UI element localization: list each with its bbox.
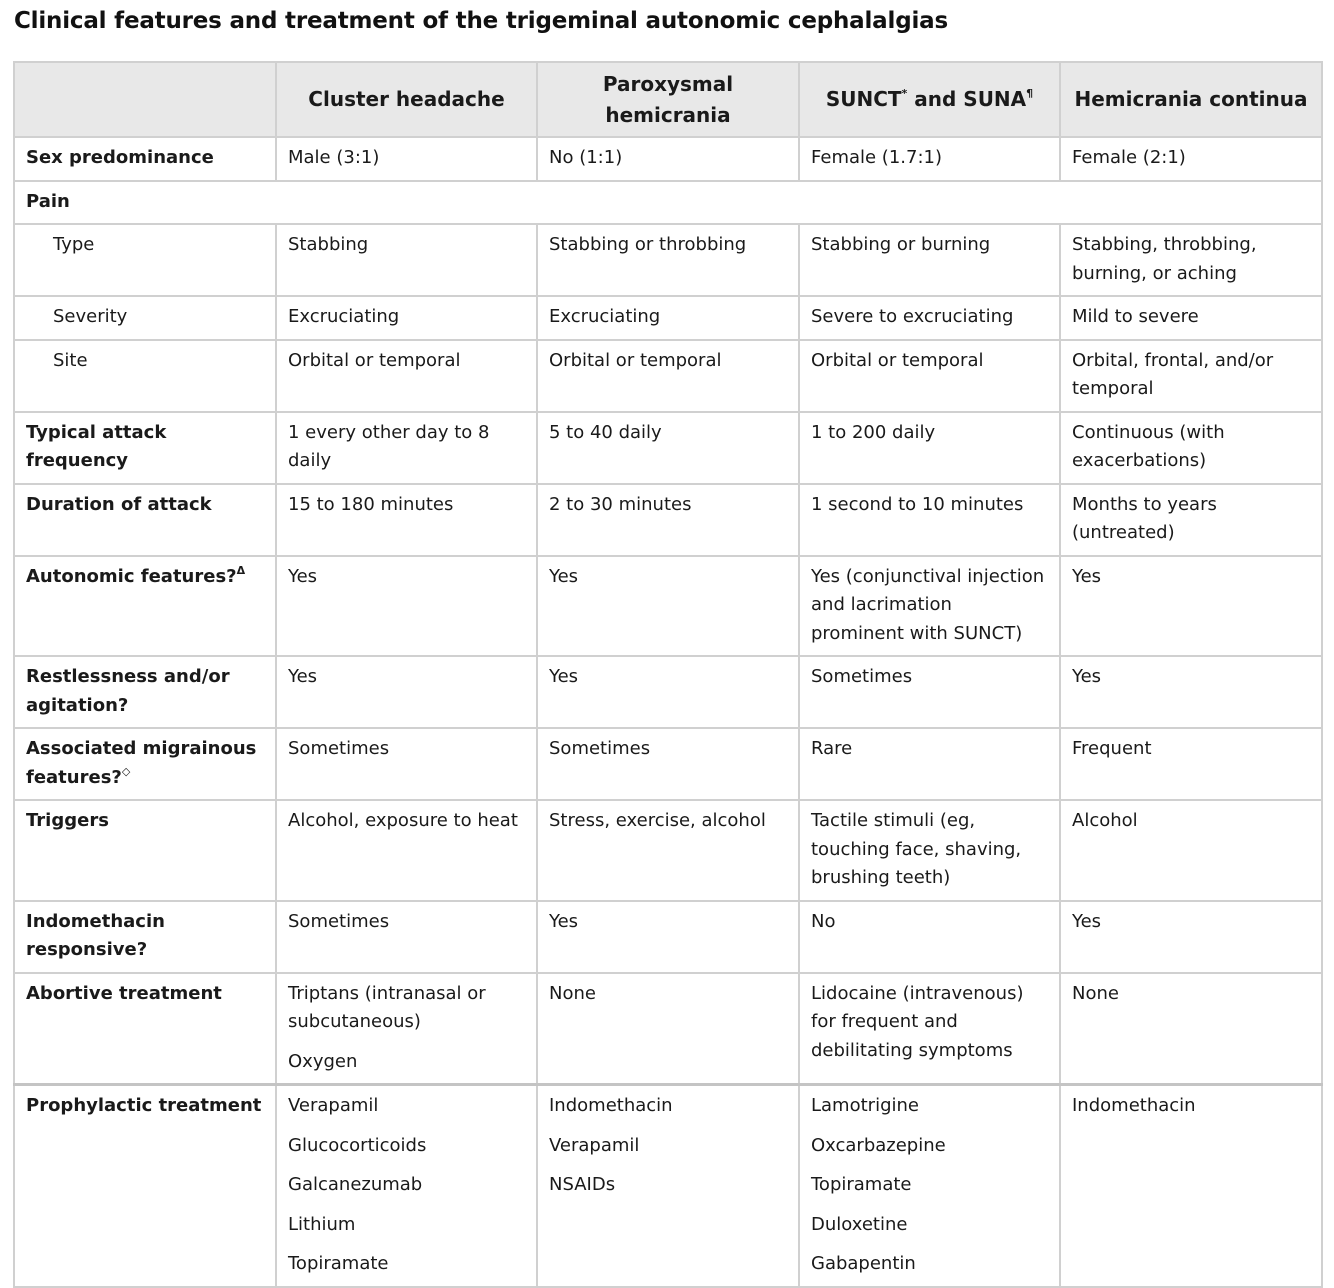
header-corner-cell [14, 62, 276, 137]
table-cell: Rare [799, 728, 1060, 800]
treatment-item: Oxcarbazepine [811, 1134, 946, 1156]
column-header-paroxysmal-hemicrania: Paroxysmal hemicrania [537, 62, 799, 137]
table-cell [1060, 1085, 1322, 1287]
row-label-text: Autonomic features? [26, 565, 237, 587]
treatment-item: Indomethacin [1072, 1095, 1196, 1116]
treatment-item: None [549, 982, 596, 1004]
table-cell: 1 every other day to 8 daily [276, 412, 537, 484]
table-row-triggers [14, 800, 1322, 901]
table-cell: Alcohol [1060, 800, 1322, 901]
table-cell [799, 973, 1060, 1085]
table-cell: Yes [276, 556, 537, 657]
table-cell: Yes [276, 656, 537, 728]
column-header-hemicrania-continua: Hemicrania continua [1060, 62, 1322, 137]
treatment-item: None [1072, 982, 1119, 1004]
row-label: Type [14, 224, 276, 296]
table-cell: Male (3:1) [276, 137, 537, 181]
table-cell: Severe to excruciating [799, 296, 1060, 340]
treatment-item: Galcanezumab [288, 1174, 423, 1195]
table-cell: Yes [1060, 901, 1322, 973]
table-cell: Female (1.7:1) [799, 137, 1060, 181]
table-cell: Months to years (untreated) [1060, 484, 1322, 556]
treatment-item: Oxygen [288, 1050, 358, 1072]
table-cell: Stabbing or burning [799, 224, 1060, 296]
row-label: Site [14, 340, 276, 412]
treatment-item: Topiramate [811, 1174, 912, 1195]
table-cell: Mild to severe [1060, 296, 1322, 340]
treatment-item: NSAIDs [549, 1174, 616, 1195]
table-cell [537, 973, 799, 1085]
table-cell: Tactile stimuli (eg, touching face, shaving, brushing teeth) [799, 800, 1060, 901]
table-cell: Stabbing [276, 224, 537, 296]
table-row-autonomic-features [14, 556, 1322, 657]
table-cell: Sometimes [276, 728, 537, 800]
table-cell: 5 to 40 daily [537, 412, 799, 484]
row-label [14, 556, 276, 657]
treatment-item: Duloxetine [811, 1213, 908, 1235]
table-cell: Orbital or temporal [276, 340, 537, 412]
table-row-abortive-treatment [14, 973, 1322, 1085]
treatment-item: Lamotrigine [811, 1095, 919, 1116]
treatment-item: Triptans (intranasal or subcutaneous) [288, 982, 486, 1032]
table-cell: Female (2:1) [1060, 137, 1322, 181]
table-cell [276, 1085, 537, 1287]
table-cell: No (1:1) [537, 137, 799, 181]
treatment-item: Lithium [288, 1213, 356, 1235]
treatment-item: Verapamil [549, 1134, 640, 1156]
row-label: Restlessness and/or agitation? [14, 656, 276, 728]
header-row [14, 62, 1322, 137]
table-row-migrainous-features [14, 728, 1322, 800]
treatment-item: Verapamil [288, 1095, 379, 1116]
table-row-type [14, 224, 1322, 296]
row-label-text: Associated migrainous features? [26, 738, 257, 788]
table-cell: Stress, exercise, alcohol [537, 800, 799, 901]
suna-footnote-mark: ¶ [1026, 87, 1034, 100]
treatment-item: Indomethacin [549, 1095, 673, 1116]
table-cell: Sometimes [276, 901, 537, 973]
table-cell: Sometimes [799, 656, 1060, 728]
table-row-site [14, 340, 1322, 412]
row-label: Duration of attack [14, 484, 276, 556]
table-cell: Orbital or temporal [799, 340, 1060, 412]
table-cell [537, 1085, 799, 1287]
table-cell: 1 to 200 daily [799, 412, 1060, 484]
table-row-attack-frequency [14, 412, 1322, 484]
table-cell: Yes [537, 656, 799, 728]
table-cell [799, 1085, 1060, 1287]
table-row-pain-section [14, 181, 1322, 225]
row-label: Triggers [14, 800, 276, 901]
table-row-severity [14, 296, 1322, 340]
table-cell: 1 second to 10 minutes [799, 484, 1060, 556]
treatment-item: Glucocorticoids [288, 1134, 427, 1156]
sunct-footnote-mark: * [901, 87, 908, 100]
table-cell: 15 to 180 minutes [276, 484, 537, 556]
table-cell: Excruciating [537, 296, 799, 340]
page-title: Clinical features and treatment of the trigeminal autonomic cephalalgias [14, 8, 948, 34]
row-label: Typical attack frequency [14, 412, 276, 484]
table-row-prophylactic-treatment [14, 1085, 1322, 1287]
column-header-cluster-headache: Cluster headache [276, 62, 537, 137]
table-cell: Yes [537, 556, 799, 657]
row-label: Indomethacin responsive? [14, 901, 276, 973]
table-cell [276, 973, 537, 1085]
table-cell: Sometimes [537, 728, 799, 800]
suna-label: and SUNA [907, 87, 1027, 111]
table-cell: Continuous (with exacerbations) [1060, 412, 1322, 484]
row-label: Severity [14, 296, 276, 340]
row-label: Prophylactic treatment [14, 1085, 276, 1287]
footnote-mark: ◇ [121, 764, 131, 778]
table-cell: Alcohol, exposure to heat [276, 800, 537, 901]
table-cell: Orbital or temporal [537, 340, 799, 412]
table-cell: Yes [1060, 656, 1322, 728]
footnote-mark: Δ [236, 563, 246, 577]
table-cell: 2 to 30 minutes [537, 484, 799, 556]
table-row-duration [14, 484, 1322, 556]
table-cell: Stabbing, throbbing, burning, or aching [1060, 224, 1322, 296]
treatment-item: Gabapentin [811, 1253, 916, 1274]
row-label [14, 728, 276, 800]
table-cell: Yes [1060, 556, 1322, 657]
table-row-indomethacin-responsive [14, 901, 1322, 973]
table-cell: Frequent [1060, 728, 1322, 800]
table-cell: Orbital, frontal, and/or temporal [1060, 340, 1322, 412]
table-cell [1060, 973, 1322, 1085]
table-cell: Yes (conjunctival injection and lacrimation prominent with SUNCT) [799, 556, 1060, 657]
row-label: Sex predominance [14, 137, 276, 181]
tac-comparison-table [13, 61, 1323, 1288]
section-label-pain: Pain [14, 181, 1322, 225]
table-cell: Excruciating [276, 296, 537, 340]
table-cell: No [799, 901, 1060, 973]
column-header-sunct-suna [799, 62, 1060, 137]
sunct-label: SUNCT [825, 87, 902, 111]
table-cell: Yes [537, 901, 799, 973]
table-row-sex-predominance [14, 137, 1322, 181]
treatment-item: Topiramate [288, 1253, 389, 1274]
treatment-item: Lidocaine (intravenous) for frequent and debilitating symptoms [811, 982, 1024, 1061]
row-label: Abortive treatment [14, 973, 276, 1085]
table-cell: Stabbing or throbbing [537, 224, 799, 296]
table-row-restlessness [14, 656, 1322, 728]
